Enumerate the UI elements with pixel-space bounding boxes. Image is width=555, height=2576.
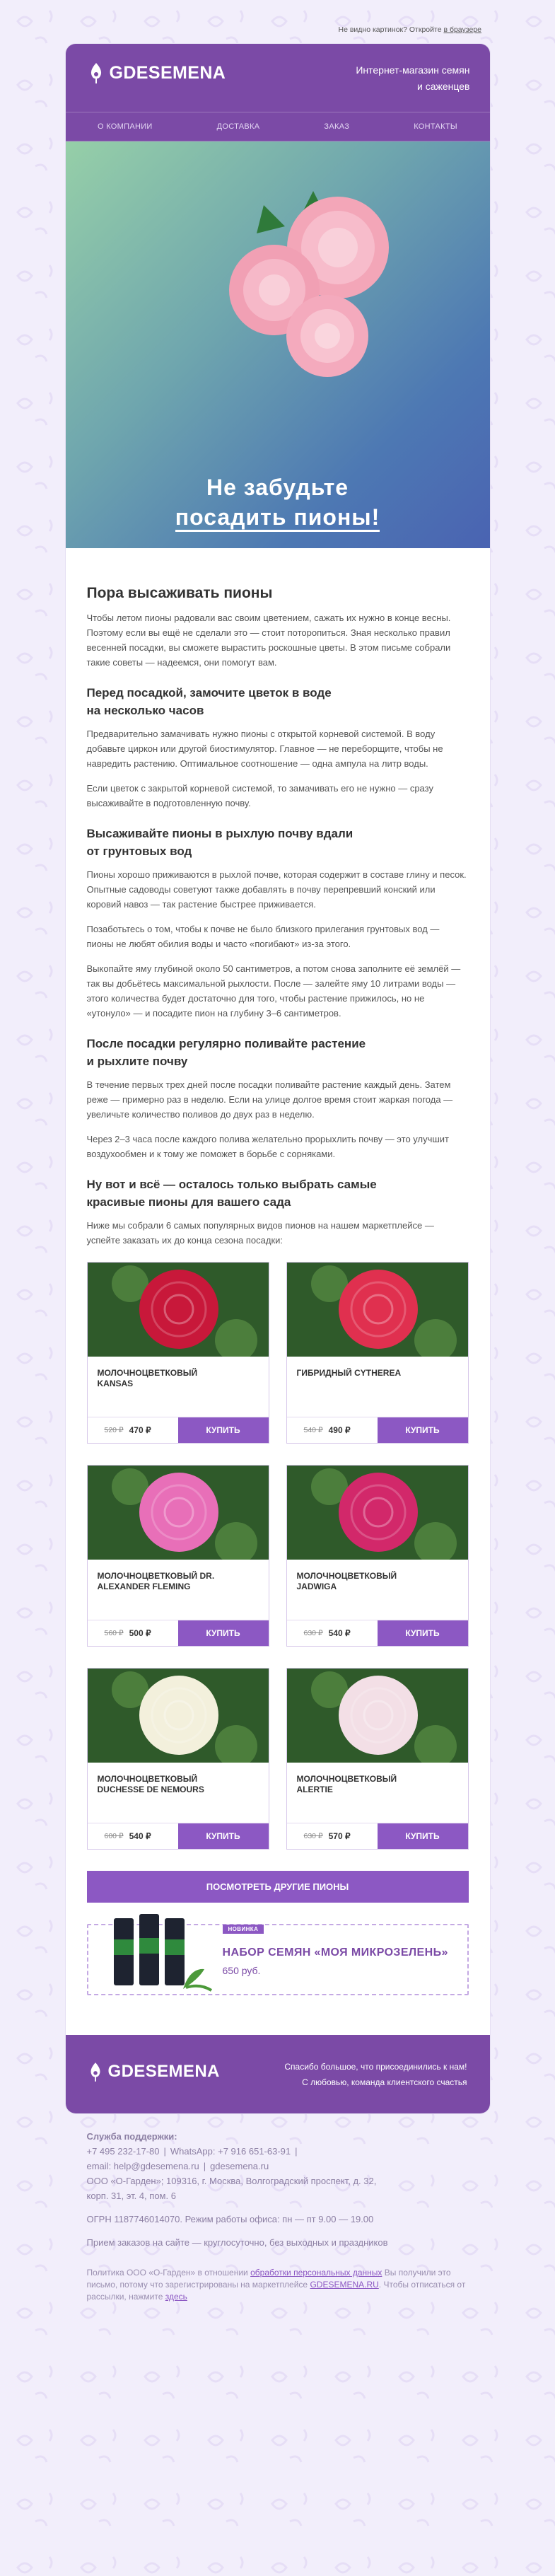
buy-button[interactable]: КУПИТЬ [378,1823,468,1849]
note-text: Не видно картинок? Откройте [338,25,442,34]
orders-note: Прием заказов на сайте — круглосуточно, без выходных и праздников [86,2237,388,2248]
current-price: 490 ₽ [328,1425,351,1435]
section-4-paragraph-1: Ниже мы собрали 6 самых популярных видов пионов на нашем маркетплейсе — успейте заказать их до конца сезона посадки: [86,1220,434,1246]
product-price [287,1823,378,1849]
new-badge: НОВИНКА [223,1925,264,1934]
footer [66,2035,490,2113]
section-2-title: Высаживайте пионы в рыхлую почву вдали от грунтовых вод [86,827,354,858]
product-image[interactable] [287,1669,468,1763]
footer-logo[interactable] [87,2061,220,2082]
buy-button[interactable]: КУПИТЬ [378,1417,468,1443]
product-card[interactable] [286,1262,469,1444]
nav-delivery[interactable]: ДОСТАВКА [216,122,260,131]
thanks-line-1: Спасибо большое, что присоединились к нам! [284,2062,467,2072]
support-title: Служба поддержки: [86,2131,177,2142]
old-price: 520 ₽ [104,1426,124,1434]
support-contacts-line-2: email: help@gdesemena.ru | gdesemena.ru [86,2161,269,2171]
peony-bouquet-icon [207,163,419,403]
old-price: 630 ₽ [303,1832,323,1840]
product-name[interactable]: МОЛОЧНОЦВЕТКОВЫЙ JADWIGA [296,1571,397,1591]
old-price: 560 ₽ [104,1629,124,1637]
brand-name: GDESEMENA [109,62,226,83]
unsubscribe-link[interactable]: здесь [165,2292,187,2302]
section-2-paragraph-1: Пионы хорошо приживаются в рыхлой почве, которая содержит в составе глину и песок. Опытные садоводы советуют также добавлять в почву перепревший конский или коровий навоз — так растение быстрее приживается. [86,869,467,910]
nav-contacts[interactable]: КОНТАКТЫ [414,122,457,131]
hero-title [66,472,490,532]
promo-title: НАБОР СЕМЯН «МОЯ МИКРОЗЕЛЕНЬ» [222,1946,448,1959]
section-1-paragraph-2: Если цветок с закрытой корневой системой, то замачивать его не нужно — сразу высаживайте в подготовленную почву. [86,783,433,808]
product-footer [88,1417,269,1443]
whatsapp-link[interactable]: WhatsApp: +7 916 651-63-91 [170,2146,291,2157]
email-container [66,44,490,2113]
peony-flower-icon [88,1263,269,1357]
buy-button[interactable]: КУПИТЬ [178,1417,269,1443]
product-footer [88,1823,269,1849]
see-more-peonies-button[interactable]: ПОСМОТРЕТЬ ДРУГИЕ ПИОНЫ [87,1871,469,1903]
thanks-line-2: С любовью, команда клиентского счастья [302,2077,467,2087]
product-image[interactable] [88,1263,269,1357]
current-price: 470 ₽ [129,1425,151,1435]
privacy-policy-link[interactable]: обработки персональных данных [250,2268,382,2278]
old-price: 600 ₽ [104,1832,124,1840]
article-title: Пора высаживать пионы [86,585,273,601]
peony-flower-icon [287,1669,468,1763]
product-name[interactable]: МОЛОЧНОЦВЕТКОВЫЙ DUCHESSE DE NEMOURS [97,1774,204,1794]
browser-view-note [0,0,555,44]
product-name[interactable]: МОЛОЧНОЦВЕТКОВЫЙ ALERTIE [296,1774,397,1794]
current-price: 570 ₽ [328,1831,351,1841]
support-info [66,2113,490,2303]
nav-about[interactable]: О КОМПАНИИ [98,122,153,131]
seed-logo-icon [87,62,105,84]
article [66,548,490,1995]
hero-banner [66,141,490,548]
section-1-title: Перед посадкой, замочите цветок в воде на несколько часов [86,686,332,717]
product-image[interactable] [88,1466,269,1560]
open-in-browser-link[interactable]: в браузере [443,25,481,34]
tagline-line-1: Интернет-магазин семян [356,64,470,76]
ogrn-hours: ОГРН 1187746014070. Режим работы офиса: пн — пт 9.00 — 19.00 [86,2214,374,2224]
marketplace-link[interactable]: GDESEMENA.RU [310,2280,379,2290]
peony-flower-icon [287,1466,468,1560]
product-card[interactable] [87,1262,269,1444]
product-price [88,1620,178,1646]
peony-flower-icon [287,1263,468,1357]
nav-order[interactable]: ЗАКАЗ [324,122,350,131]
old-price: 540 ₽ [303,1426,323,1434]
section-3-paragraph-2: Через 2–3 часа после каждого полива желательно прорыхлить почву — это улучшит воздухообмен и к тому же поможет в борьбе с сорняками. [86,1134,450,1159]
buy-button[interactable]: КУПИТЬ [178,1620,269,1646]
product-name[interactable]: МОЛОЧНОЦВЕТКОВЫЙ KANSAS [97,1368,198,1388]
intro-paragraph: Чтобы летом пионы радовали вас своим цветением, сажать их нужно в конце весны. Поэтому если вы ещё не сделали это — стоит поторопиться. Зная несколько правил весенней посадки, вы сможете вырастить роскошные цветы. В этом письме собрали такие советы — надеемся, они помогут вам. [86,613,451,668]
peony-flower-icon [88,1466,269,1560]
current-price: 540 ₽ [328,1628,351,1638]
current-price: 540 ₽ [129,1831,151,1841]
logo[interactable] [87,62,226,84]
product-name[interactable]: МОЛОЧНОЦВЕТКОВЫЙ DR. ALEXANDER FLEMING [97,1571,215,1591]
current-price: 500 ₽ [129,1628,151,1638]
product-card[interactable] [87,1668,269,1850]
seed-bottles-icon [107,1911,220,1996]
legal-text: Политика ООО «О-Гарден» в отношении обработки персональных данных Вы получили это письмо, потому что зарегистрированы на маркетплейсе GDESEMENA.RU. Чтобы отписаться от рассылки, нажмите здесь [86,2268,466,2302]
company-address-1: ООО «О-Гарден»; 109316, г. Москва, Волгоградский проспект, д. 32, [86,2176,377,2186]
hero-title-line-1: Не забудьте [206,475,349,500]
product-card[interactable] [286,1465,469,1647]
hero-title-line-2: посадить пионы! [175,504,380,532]
thanks-text [284,2059,467,2090]
tagline [356,62,469,95]
product-price [88,1823,178,1849]
product-price [88,1417,178,1443]
support-phone-link[interactable]: +7 495 232-17-80 [86,2146,160,2157]
main-nav [66,112,490,141]
product-footer [287,1417,468,1443]
section-1-paragraph-1: Предварительно замачивать нужно пионы с открытой корневой системой. В воду добавьте циркон или другой биостимулятор. Главное — не переборщите, чтобы не навредить растению. Оптимальное соотношение — одна ампула на литр воды. [86,729,443,769]
product-price [287,1620,378,1646]
section-3-paragraph-1: В течение первых трех дней после посадки поливайте растение каждый день. Затем реже — примерно раз в неделю. Если на улице долгое время стоит жаркая погода — увеличьте количество поливов до двух раз в неделю. [86,1079,453,1120]
peony-flower-icon [88,1669,269,1763]
tagline-line-2: и саженцев [417,81,470,92]
product-footer [287,1823,468,1849]
product-footer [88,1620,269,1646]
section-4-title: Ну вот и всё — осталось только выбрать самые красивые пионы для вашего сада [86,1178,377,1209]
footer-brand-name: GDESEMENA [107,2062,220,2081]
product-grid [87,1262,469,1850]
support-contacts-line-1: +7 495 232-17-80 | WhatsApp: +7 916 651-63-91 | [86,2146,298,2157]
seed-logo-icon [87,2061,104,2082]
old-price: 630 ₽ [303,1629,323,1637]
product-card[interactable] [87,1465,269,1647]
product-footer [287,1620,468,1646]
promo-price: 650 руб. [222,1965,261,1976]
site-link[interactable]: gdesemena.ru [210,2161,269,2171]
section-3-title: После посадки регулярно поливайте растение и рыхлите почву [86,1037,366,1068]
product-price [287,1417,378,1443]
product-image[interactable] [88,1669,269,1763]
product-name[interactable]: ГИБРИДНЫЙ CYTHEREA [296,1368,402,1378]
company-address-2: корп. 31, эт. 4, пом. 6 [86,2191,176,2201]
product-image[interactable] [287,1466,468,1560]
section-2-paragraph-2: Позаботьтесь о том, чтобы к почве не было близкого прилегания грунтовых вод — пионы не любят обилия воды и часто «погибают» из-за этого. [86,924,440,949]
product-image[interactable] [287,1263,468,1357]
buy-button[interactable]: КУПИТЬ [378,1620,468,1646]
buy-button[interactable]: КУПИТЬ [178,1823,269,1849]
section-2-paragraph-3: Выкопайте яму глубиной около 50 сантиметров, а потом снова заполните её землёй — так вы добьётесь максимальной рыхлости. После — залейте яму 10 литрами воды — этого количества будет достаточно для того, чтобы растение прижилось, но не «утонуло» — и посадите пион на глубину 3–6 сантиметров. [86,963,461,1019]
support-email-link[interactable]: email: help@gdesemena.ru [86,2161,199,2171]
promo-banner[interactable] [87,1924,469,1995]
product-card[interactable] [286,1668,469,1850]
